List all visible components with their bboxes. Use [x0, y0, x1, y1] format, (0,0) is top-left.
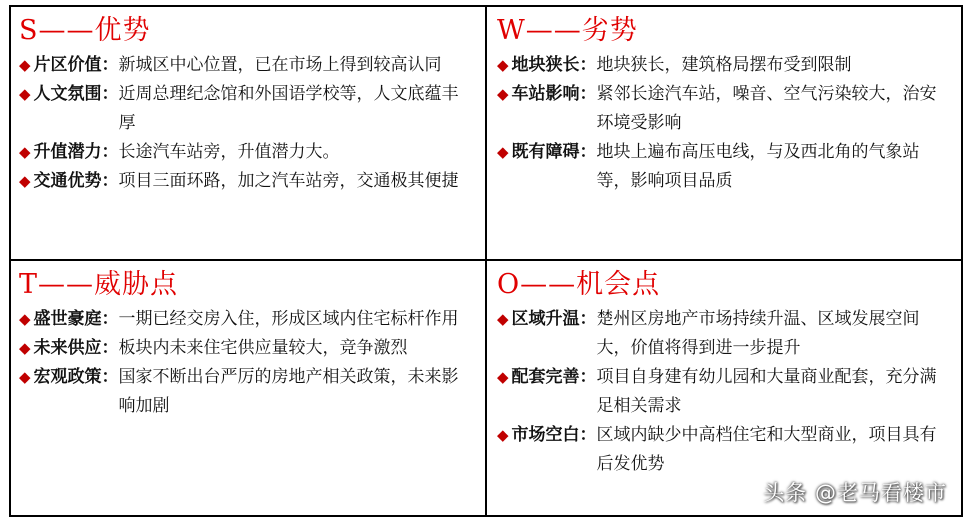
diamond-bullet-icon: ◆ — [497, 426, 509, 444]
item-desc: 项目三面环路，加之汽车站旁，交通极其便捷 — [118, 171, 459, 191]
opportunities-title: O——机会点 — [497, 269, 661, 300]
item-label-text: 配套完善 — [511, 367, 580, 387]
item-label-text: 区域升温 — [511, 309, 580, 329]
list-item — [497, 421, 961, 479]
item-label — [19, 363, 119, 421]
list-item — [497, 51, 961, 80]
diamond-bullet-icon: ◆ — [497, 85, 509, 103]
item-label — [19, 138, 119, 167]
threats-quadrant — [11, 261, 487, 515]
item-label — [497, 305, 597, 363]
list-item — [19, 305, 485, 334]
item-label-text: 盛世豪庭 — [33, 309, 102, 329]
item-separator: ： — [101, 171, 119, 191]
item-separator: ： — [579, 84, 597, 104]
item-separator: ： — [101, 142, 119, 162]
item-desc: 一期已经交房入住，形成区域内住宅标杆作用 — [118, 309, 459, 329]
diamond-bullet-icon: ◆ — [19, 339, 31, 357]
diamond-bullet-icon: ◆ — [19, 368, 31, 386]
item-desc: 紧邻长途汽车站，噪音、空气污染较大，治安环境受影响 — [596, 84, 937, 133]
weaknesses-list — [497, 51, 961, 196]
item-separator: ： — [101, 55, 119, 75]
item-label-text: 宏观政策 — [33, 367, 102, 387]
list-item — [497, 305, 961, 363]
diamond-bullet-icon: ◆ — [19, 172, 31, 190]
item-label-text: 交通优势 — [33, 171, 102, 191]
opportunities-list — [497, 305, 961, 479]
item-desc: 地块狭长，建筑格局摆布受到限制 — [596, 55, 852, 75]
diamond-bullet-icon: ◆ — [497, 56, 509, 74]
list-item — [497, 363, 961, 421]
watermark: 头条 @老马看楼市 — [763, 481, 947, 505]
weaknesses-quadrant — [487, 7, 961, 261]
weaknesses-title: W——劣势 — [497, 15, 638, 46]
item-desc: 楚州区房地产市场持续升温、区域发展空间大，价值将得到进一步提升 — [596, 309, 920, 358]
item-label — [497, 363, 597, 421]
item-desc: 板块内未来住宅供应量较大，竞争激烈 — [118, 338, 408, 358]
item-separator: ： — [579, 367, 597, 387]
item-label — [497, 138, 597, 196]
item-label-text: 升值潜力 — [33, 142, 102, 162]
item-separator: ： — [101, 338, 119, 358]
item-label-text: 人文氛围 — [33, 84, 102, 104]
swot-grid — [9, 5, 963, 517]
item-desc: 国家不断出台严厉的房地产相关政策，未来影响加剧 — [118, 367, 459, 416]
list-item — [19, 51, 485, 80]
item-desc: 近周总理纪念馆和外国语学校等，人文底蕴丰厚 — [118, 84, 459, 133]
item-desc: 项目自身建有幼儿园和大量商业配套，充分满足相关需求 — [596, 367, 937, 416]
diamond-bullet-icon: ◆ — [19, 56, 31, 74]
list-item — [19, 334, 485, 363]
item-label — [19, 80, 119, 138]
item-label-text: 地块狭长 — [511, 55, 580, 75]
item-separator: ： — [579, 142, 597, 162]
list-item — [19, 167, 485, 196]
diamond-bullet-icon: ◆ — [19, 85, 31, 103]
list-item — [19, 138, 485, 167]
list-item — [497, 80, 961, 138]
item-desc: 地块上遍布高压电线，与及西北角的气象站等，影响项目品质 — [596, 142, 920, 191]
strengths-quadrant — [11, 7, 487, 261]
list-item — [19, 80, 485, 138]
item-label — [19, 167, 119, 196]
opportunities-quadrant — [487, 261, 961, 515]
diamond-bullet-icon: ◆ — [497, 143, 509, 161]
threats-title: T——威胁点 — [19, 269, 179, 300]
item-desc: 长途汽车站旁，升值潜力大。 — [118, 142, 340, 162]
item-label — [497, 421, 597, 479]
diamond-bullet-icon: ◆ — [19, 143, 31, 161]
item-label — [497, 51, 597, 80]
item-label-text: 片区价值 — [33, 55, 102, 75]
list-item — [497, 138, 961, 196]
diamond-bullet-icon: ◆ — [497, 310, 509, 328]
item-label-text: 车站影响 — [511, 84, 580, 104]
item-label — [19, 305, 119, 334]
item-label-text: 未来供应 — [33, 338, 102, 358]
item-separator: ： — [101, 367, 119, 387]
list-item — [19, 363, 485, 421]
strengths-title: S——优势 — [19, 15, 151, 46]
item-label — [497, 80, 597, 138]
threats-list — [19, 305, 485, 421]
item-label-text: 市场空白 — [511, 425, 580, 445]
item-label — [19, 51, 119, 80]
item-label-text: 既有障碍 — [511, 142, 580, 162]
item-separator: ： — [101, 84, 119, 104]
item-separator: ： — [101, 309, 119, 329]
strengths-list — [19, 51, 485, 196]
item-label — [19, 334, 119, 363]
item-separator: ： — [579, 55, 597, 75]
item-separator: ： — [579, 425, 597, 445]
diamond-bullet-icon: ◆ — [497, 368, 509, 386]
item-desc: 区域内缺少中高档住宅和大型商业，项目具有后发优势 — [596, 425, 937, 474]
diamond-bullet-icon: ◆ — [19, 310, 31, 328]
item-separator: ： — [579, 309, 597, 329]
item-desc: 新城区中心位置，已在市场上得到较高认同 — [118, 55, 442, 75]
